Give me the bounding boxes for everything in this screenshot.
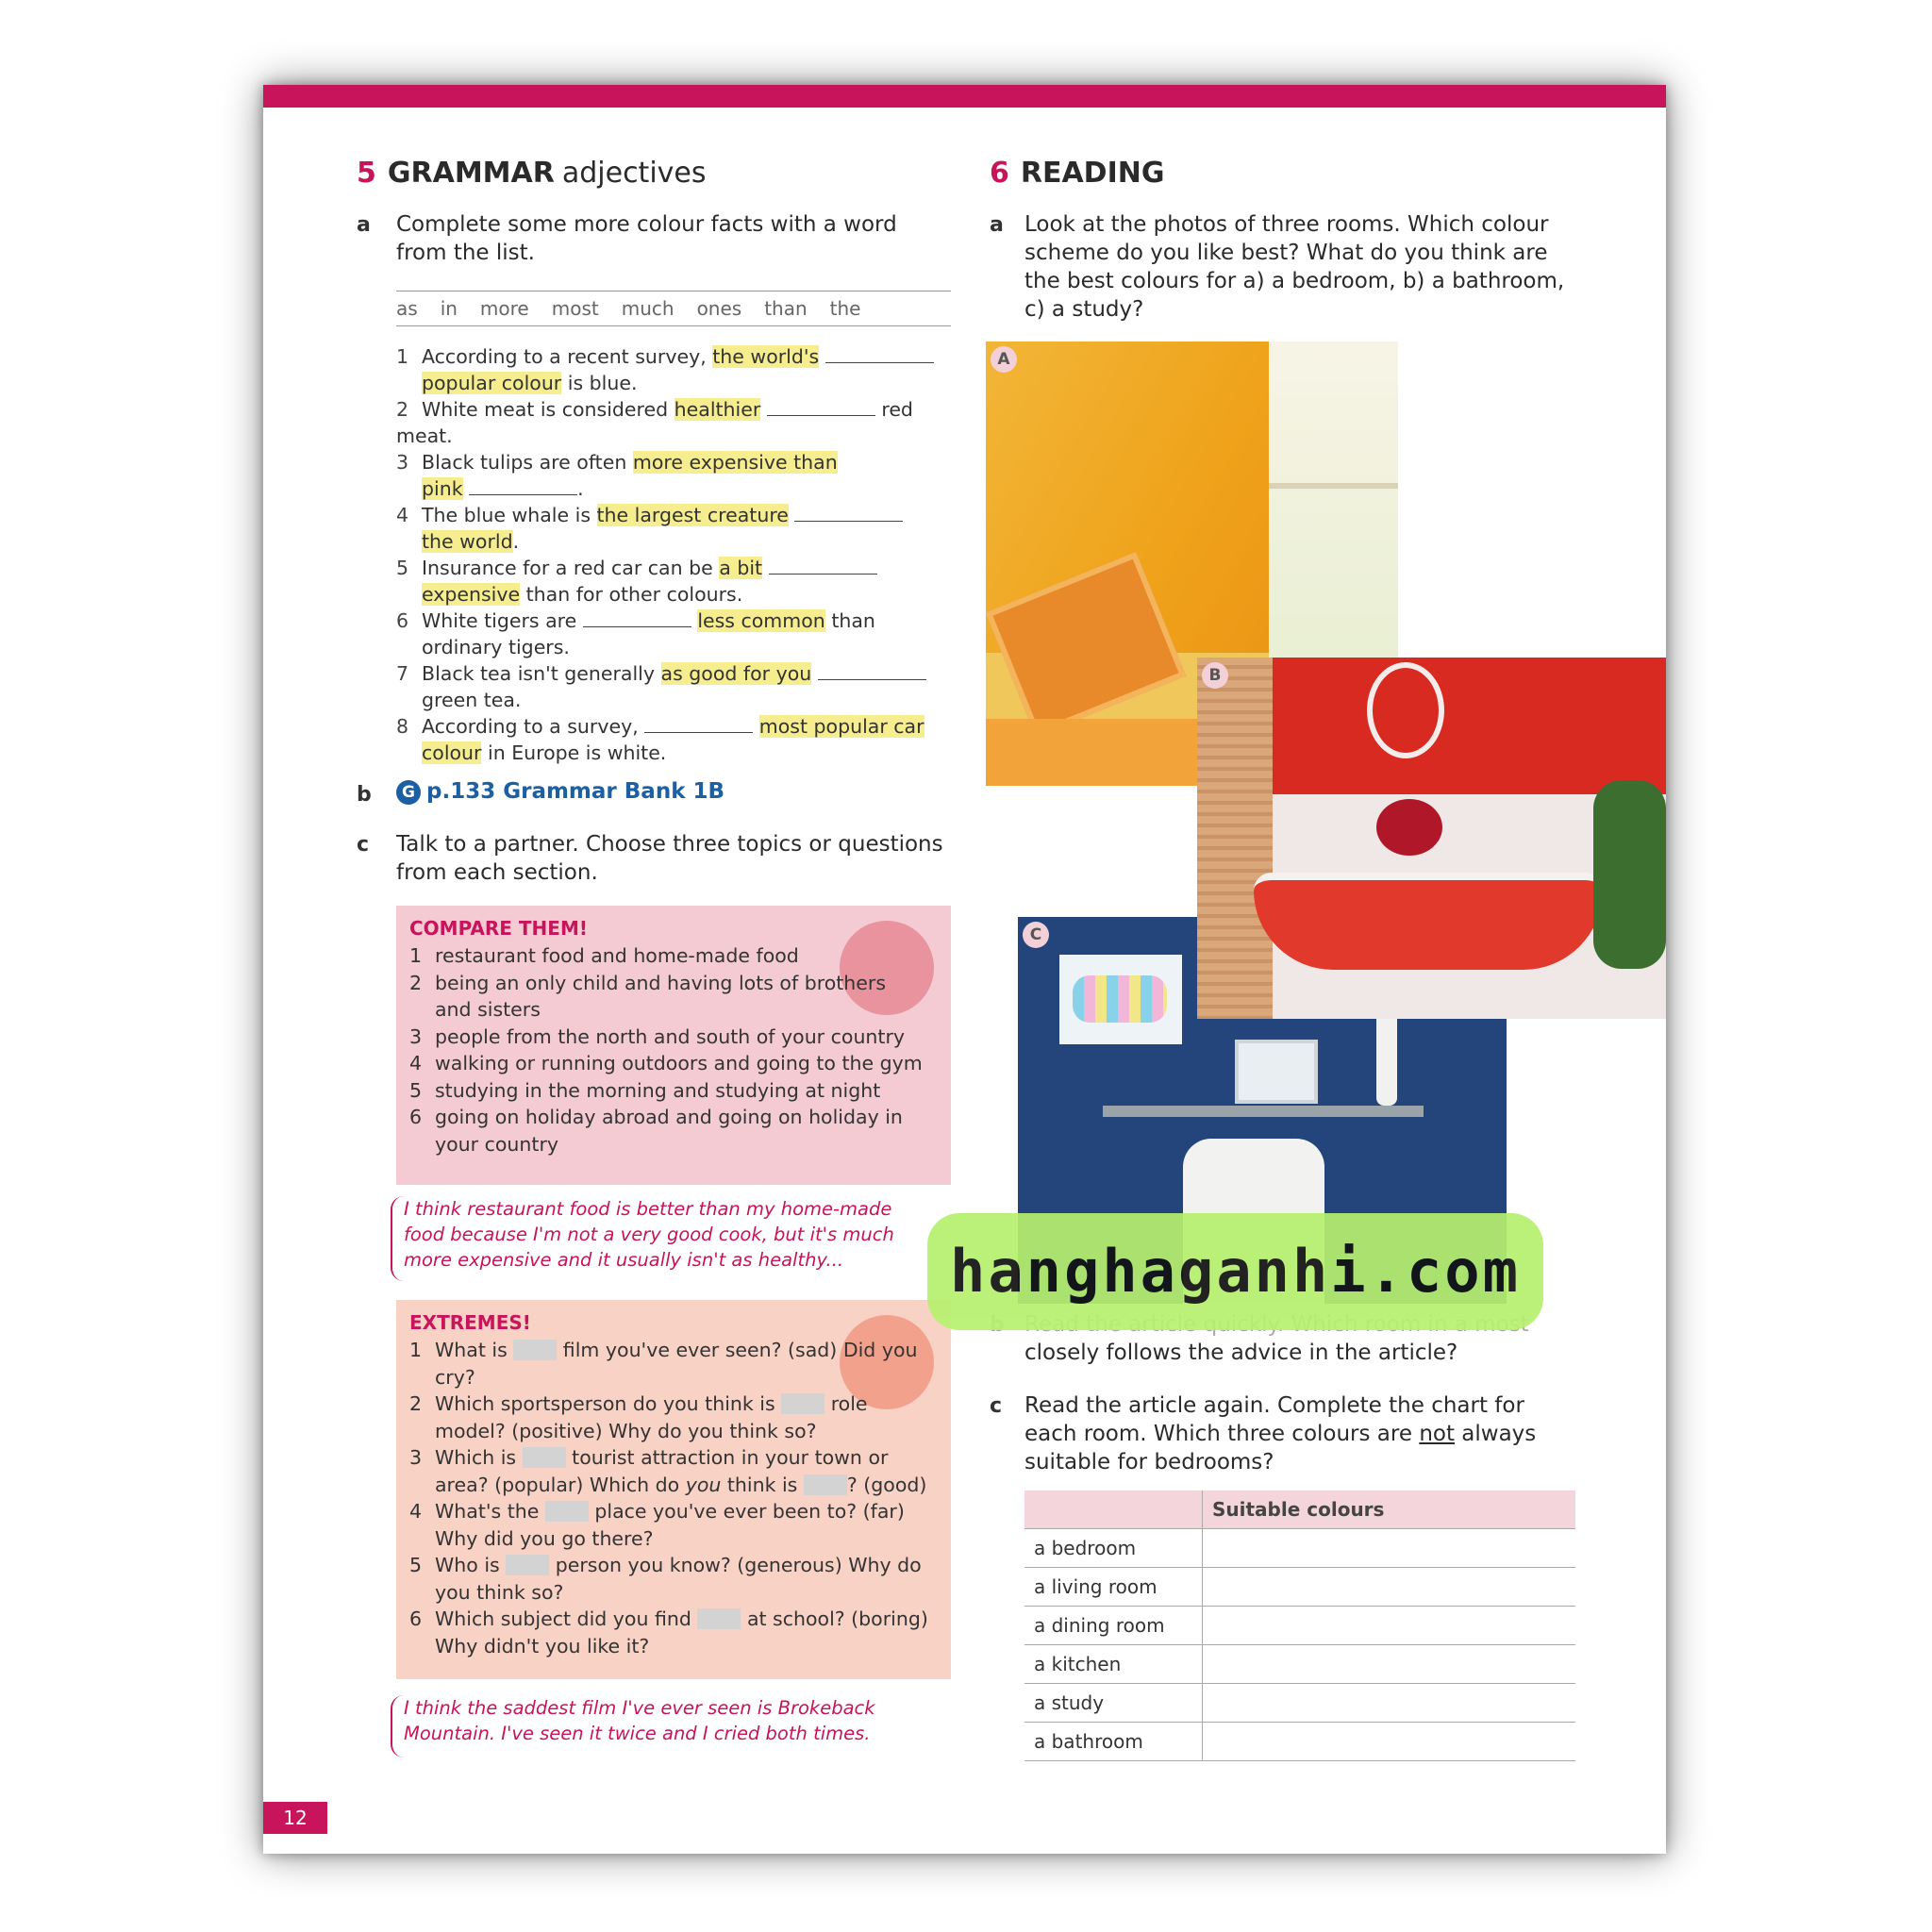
sentence-line: 2 White meat is considered healthier red meat. <box>396 398 913 447</box>
compare-item: 1 restaurant food and home-made food <box>409 942 938 970</box>
reading-a-letter: a <box>990 213 1004 237</box>
suitable-colours-cell[interactable] <box>1203 1723 1576 1761</box>
sentence-number: 1 <box>396 345 409 368</box>
extremes-item-continued: cry? <box>435 1365 475 1389</box>
laptop <box>1235 1040 1318 1104</box>
word-list-item: ones <box>696 297 742 320</box>
extremes-title: EXTREMES! <box>409 1311 531 1334</box>
flowers <box>1376 799 1442 856</box>
compare-item-continued: your country <box>435 1132 559 1156</box>
item-number: 2 <box>409 1392 423 1415</box>
chart-header-empty <box>1024 1491 1203 1529</box>
chart-header-row <box>1024 1491 1575 1529</box>
extremes-item-continued: Why did you go there? <box>435 1526 654 1550</box>
word-list-item: more <box>479 297 529 320</box>
compare-item: 5 studying in the morning and studying at night <box>409 1077 938 1105</box>
word-list-item: in <box>440 297 458 320</box>
speech-line: more expensive and it usually isn't as healthy... <box>404 1249 844 1271</box>
instruction-line: Look at the photos of three rooms. Which colour <box>1024 212 1549 237</box>
grammar-a-instruction: Complete some more colour facts with a word from the list. <box>396 212 897 265</box>
room-name: a study <box>1024 1684 1203 1723</box>
compare-them-list <box>409 942 938 1158</box>
word-list-item: the <box>829 297 861 320</box>
suitable-colours-cell[interactable] <box>1203 1684 1576 1723</box>
highlighted-phrase: popular colour <box>422 371 562 394</box>
extremes-box <box>396 1300 951 1679</box>
photo-b-label: B <box>1202 662 1228 689</box>
shutter-door <box>1197 658 1273 1019</box>
page-number: 12 <box>263 1802 327 1834</box>
chart-header-suitable-colours: Suitable colours <box>1203 1491 1576 1529</box>
suitable-colours-cell[interactable] <box>1203 1607 1576 1645</box>
exercise-sentence <box>396 661 962 713</box>
word-list-item: most <box>551 297 599 320</box>
reading-c-line1: Read the article again. Complete the chart for <box>1024 1393 1524 1418</box>
extremes-item: 3 Which is tourist attraction in your town or <box>409 1444 938 1472</box>
compare-item-continued: and sisters <box>435 998 541 1021</box>
colours-chart <box>1024 1491 1575 1761</box>
reading-c-not: not <box>1419 1422 1455 1446</box>
item-number: 6 <box>409 1106 423 1128</box>
exercise-sentence <box>396 397 962 449</box>
sentence-line: 1 According to a recent survey, the world's <box>396 344 962 371</box>
italic-word: you <box>685 1473 722 1496</box>
word-list-item: than <box>764 297 808 320</box>
answer-gap[interactable] <box>506 1555 549 1575</box>
chart-row <box>1024 1684 1575 1723</box>
window <box>1269 341 1398 672</box>
grammar-bank-link[interactable] <box>396 779 724 805</box>
highlighted-phrase: as good for you <box>660 662 812 685</box>
bathtub <box>1254 873 1603 970</box>
answer-blank[interactable] <box>825 347 934 363</box>
compare-item: 2 being an only child and having lots of brothers <box>409 970 938 997</box>
sentence-number: 8 <box>396 715 409 738</box>
grammar-c-letter: c <box>357 833 370 857</box>
textbook-page <box>263 85 1666 1854</box>
highlighted-phrase: more expensive than <box>632 451 838 474</box>
suitable-colours-cell[interactable] <box>1203 1645 1576 1684</box>
grammar-title: GRAMMAR <box>387 157 555 190</box>
extremes-item-continued: area? (popular) Which do you think is ? (good) <box>435 1473 927 1496</box>
example-speech-2 <box>391 1695 957 1757</box>
compare-item: 6 going on holiday abroad and going on holiday in <box>409 1104 938 1131</box>
reading-c-line3: suitable for bedrooms? <box>1024 1450 1274 1474</box>
answer-gap[interactable] <box>513 1340 557 1360</box>
item-number: 1 <box>409 1339 423 1361</box>
speech-line: I think the saddest film I've ever seen is Brokeback <box>404 1697 875 1719</box>
wall-art <box>1059 955 1182 1044</box>
speech-line: I think restaurant food is better than my home-made <box>404 1198 892 1220</box>
highlighted-phrase: the world's <box>712 345 820 368</box>
sentence-number: 5 <box>396 557 409 579</box>
item-number: 1 <box>409 944 423 967</box>
reading-section-number: 6 <box>990 157 1009 190</box>
highlighted-phrase: colour <box>422 741 482 764</box>
item-number: 5 <box>409 1078 423 1102</box>
answer-gap[interactable] <box>545 1501 589 1522</box>
watermark-banner: hanghaganhi.com <box>927 1213 1543 1330</box>
extremes-item-continued: Why didn't you like it? <box>435 1634 650 1657</box>
sentence-line: 6 White tigers are less common than <box>396 608 962 635</box>
word-list-item: as <box>396 297 418 320</box>
sentence-number: 7 <box>396 662 409 685</box>
exercise-sentence <box>396 714 962 766</box>
answer-blank[interactable] <box>794 506 903 522</box>
speech-line: food because I'm not a very good cook, but it's much <box>404 1224 894 1245</box>
grammar-section-number: 5 <box>357 157 376 190</box>
reading-c-instruction <box>1024 1391 1591 1476</box>
reading-c-line2: each room. Which three colours are <box>1024 1422 1420 1446</box>
sentence-line: colour in Europe is white. <box>422 741 667 764</box>
highlighted-phrase: expensive <box>422 582 521 606</box>
highlighted-phrase: the largest creature <box>596 504 789 526</box>
exercise-sentence <box>396 450 962 502</box>
reading-c-letter: c <box>990 1394 1003 1418</box>
sentence-line: ordinary tigers. <box>422 635 570 658</box>
plant <box>1593 780 1666 969</box>
room-name: a kitchen <box>1024 1645 1203 1684</box>
highlighted-phrase: less common <box>697 609 825 632</box>
chart-row <box>1024 1529 1575 1568</box>
reading-a-instruction <box>1024 210 1591 324</box>
instruction-line: c) a study? <box>1024 297 1144 322</box>
sentence-number: 2 <box>396 398 409 421</box>
top-accent-bar <box>263 85 1666 108</box>
answer-gap[interactable] <box>804 1474 847 1495</box>
item-number: 6 <box>409 1607 423 1630</box>
window-frame <box>1269 483 1398 489</box>
sentence-line: expensive than for other colours. <box>422 582 743 606</box>
chart-row <box>1024 1568 1575 1607</box>
compare-them-box <box>396 906 951 1185</box>
grammar-b-letter: b <box>357 783 372 807</box>
word-list <box>396 291 951 326</box>
sentence-line: popular colour is blue. <box>422 371 638 394</box>
chart-row <box>1024 1607 1575 1645</box>
extremes-item: 1 What is film you've ever seen? (sad) Did you <box>409 1337 938 1364</box>
suitable-colours-cell[interactable] <box>1203 1529 1576 1568</box>
room-name: a bathroom <box>1024 1723 1203 1761</box>
sentence-line: 3 Black tulips are often more expensive than <box>396 450 962 476</box>
sentence-number: 3 <box>396 451 409 474</box>
answer-blank[interactable] <box>818 664 926 680</box>
vase <box>1376 1011 1397 1106</box>
room-name: a dining room <box>1024 1607 1203 1645</box>
item-number: 3 <box>409 1024 423 1048</box>
exercise-sentence <box>396 344 962 396</box>
extremes-item-continued: you think so? <box>435 1580 564 1604</box>
instruction-line: scheme do you like best? What do you think are <box>1024 241 1548 265</box>
room-name: a living room <box>1024 1568 1203 1607</box>
sentence-line: 4 The blue whale is the largest creature <box>396 503 962 529</box>
extremes-item: 5 Who is person you know? (generous) Why do <box>409 1552 938 1579</box>
item-number: 4 <box>409 1052 423 1074</box>
chart-row <box>1024 1723 1575 1761</box>
compare-item: 4 walking or running outdoors and going to the gym <box>409 1050 938 1077</box>
exercise-sentence <box>396 503 962 555</box>
sentence-line: 8 According to a survey, most popular car <box>396 714 962 741</box>
compare-them-title: COMPARE THEM! <box>409 917 588 940</box>
reading-title: READING <box>1020 157 1165 190</box>
highlighted-phrase: a bit <box>719 557 763 579</box>
answer-gap[interactable] <box>781 1393 824 1414</box>
grammar-c-instruction: Talk to a partner. Choose three topics or questions from each section. <box>396 832 943 885</box>
suitable-colours-cell[interactable] <box>1203 1568 1576 1607</box>
answer-blank[interactable] <box>583 611 691 627</box>
grammar-a-letter: a <box>357 213 371 237</box>
highlighted-phrase: pink <box>422 476 463 500</box>
extremes-item: 6 Which subject did you find at school? (boring) <box>409 1606 938 1633</box>
sentence-line: pink . <box>422 476 584 500</box>
highlighted-phrase: the world <box>422 529 513 553</box>
answer-blank[interactable] <box>767 400 875 416</box>
sentence-line: the world. <box>422 529 520 553</box>
highlighted-phrase: most popular car <box>758 715 924 738</box>
grammar-bank-icon: G <box>396 780 421 805</box>
sentence-number: 4 <box>396 504 409 526</box>
desk-top <box>1103 1106 1424 1117</box>
reading-section-title <box>990 157 1164 190</box>
word-list-item: much <box>621 297 675 320</box>
photo-c-label: C <box>1023 922 1049 948</box>
room-name: a bedroom <box>1024 1529 1203 1568</box>
item-number: 4 <box>409 1500 423 1523</box>
extremes-item: 4 What's the place you've ever been to? (far) <box>409 1498 938 1525</box>
extremes-item: 2 Which sportsperson do you think is role <box>409 1391 938 1418</box>
reading-c-line2-end: always <box>1454 1422 1537 1446</box>
sentence-line: green tea. <box>422 688 522 711</box>
sentence-number: 6 <box>396 609 409 632</box>
art-pattern <box>1073 975 1167 1023</box>
compare-item: 3 people from the north and south of your country <box>409 1024 938 1051</box>
extremes-item-continued: model? (positive) Why do you think so? <box>435 1419 817 1442</box>
answer-gap[interactable] <box>523 1447 566 1468</box>
oval-mirror <box>1367 662 1444 758</box>
chart-row <box>1024 1645 1575 1684</box>
speech-line: Mountain. I've seen it twice and I cried both times. <box>404 1723 871 1744</box>
photo-a-label: A <box>991 346 1017 373</box>
answer-gap[interactable] <box>697 1608 741 1629</box>
example-speech-1 <box>391 1196 957 1281</box>
grammar-section-title <box>357 157 707 190</box>
item-number: 2 <box>409 971 423 994</box>
grammar-bank-label: p.133 Grammar Bank 1B <box>426 779 725 804</box>
sentence-line: 5 Insurance for a red car can be a bit <box>396 556 962 582</box>
instruction-line: closely follows the advice in the article? <box>1024 1341 1458 1365</box>
instruction-line: the best colours for a) a bedroom, b) a bathroom, <box>1024 269 1565 293</box>
exercise-sentence <box>396 556 962 608</box>
chart-body <box>1024 1529 1575 1761</box>
extremes-list <box>409 1337 938 1659</box>
item-number: 3 <box>409 1446 423 1469</box>
photo-b-bathroom <box>1197 658 1666 1019</box>
exercise-sentences <box>396 344 962 767</box>
grammar-subtitle: adjectives <box>561 157 707 190</box>
highlighted-phrase: healthier <box>674 398 761 421</box>
answer-blank[interactable] <box>469 479 577 495</box>
sentence-line: 7 Black tea isn't generally as good for you <box>396 661 962 688</box>
exercise-sentence <box>396 608 962 660</box>
item-number: 5 <box>409 1554 423 1576</box>
answer-blank[interactable] <box>644 717 753 733</box>
answer-blank[interactable] <box>769 558 877 575</box>
